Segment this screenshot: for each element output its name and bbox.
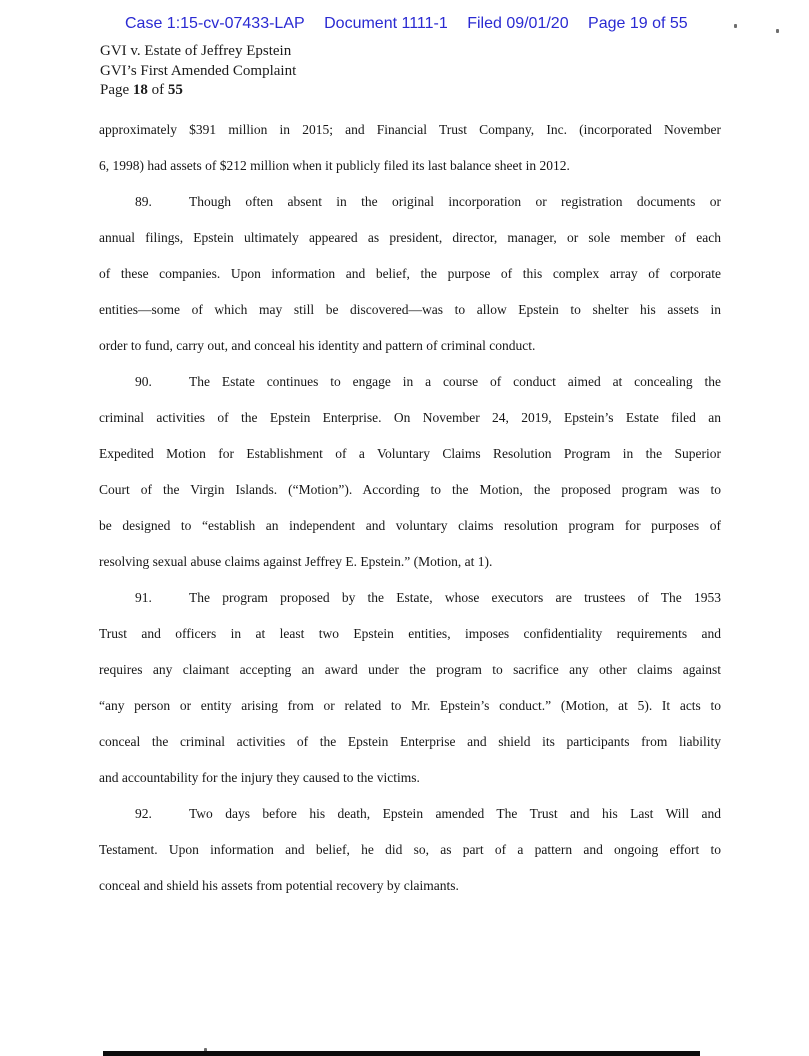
scan-speck <box>776 29 779 33</box>
paragraph-89-line: of these companies. Upon information and belief, the purpose of this complex array of corporate <box>99 266 721 281</box>
paragraph-89-line <box>99 184 721 220</box>
case-title: GVI v. Estate of Jeffrey Epstein <box>100 43 292 59</box>
stamp-page-number: Page 19 of 55 <box>588 15 688 32</box>
page-label: Page <box>100 82 133 98</box>
paragraph-89-text: Though often absent in the original incorporation or registration documents or <box>189 194 721 209</box>
pleading-body <box>99 112 721 904</box>
paragraph-92-line: Testament. Upon information and belief, he did so, as part of a pattern and ongoing effort to <box>99 842 721 857</box>
paragraph-89-line: order to fund, carry out, and conceal his identity and pattern of criminal conduct. <box>99 338 536 353</box>
paragraph-92-line <box>99 796 721 832</box>
page-indicator <box>100 81 296 101</box>
paragraph-88-line: 6, 1998) had assets of $212 million when it publicly filed its last balance sheet in 2012. <box>99 158 570 173</box>
page-total: 55 <box>167 82 183 98</box>
paragraph-90-line: resolving sexual abuse claims against Jeffrey E. Epstein.” (Motion, at 1). <box>99 554 493 569</box>
scan-edge-bar <box>103 1051 700 1056</box>
paragraph-91-number: 91. <box>135 590 152 605</box>
paragraph-92-text: Two days before his death, Epstein amended The Trust and his Last Will and <box>189 806 721 821</box>
court-filing-stamp <box>125 15 688 33</box>
document-header <box>100 42 296 101</box>
paragraph-91-text: The program proposed by the Estate, whose executors are trustees of The 1953 <box>189 590 721 605</box>
scan-speck <box>734 24 737 28</box>
paragraph-92-line: conceal and shield his assets from potential recovery by claimants. <box>99 878 459 893</box>
paragraph-90-line <box>99 364 721 400</box>
paragraph-89-line: entities—some of which may still be discovered—was to allow Epstein to shelter his assets in <box>99 302 721 317</box>
stamp-document-number: Document 1111-1 <box>324 15 448 32</box>
paragraph-91-line: “any person or entity arising from or related to Mr. Epstein’s conduct.” (Motion, at 5). It acts to <box>99 698 721 713</box>
paragraph-88-line: approximately $391 million in 2015; and Financial Trust Company, Inc. (incorporated November <box>99 122 721 137</box>
paragraph-90-line: criminal activities of the Epstein Enterprise. On November 24, 2019, Epstein’s Estate filed an <box>99 410 721 425</box>
paragraph-90-text: The Estate continues to engage in a course of conduct aimed at concealing the <box>189 374 721 389</box>
paragraph-92-number: 92. <box>135 806 152 821</box>
paragraph-91-line: conceal the criminal activities of the Epstein Enterprise and shield its participants from liability <box>99 734 721 749</box>
paragraph-91-line: requires any claimant accepting an award under the program to sacrifice any other claims against <box>99 662 721 677</box>
paragraph-89-number: 89. <box>135 194 152 209</box>
paragraph-91-line <box>99 580 721 616</box>
page-of-label: of <box>147 82 168 98</box>
paragraph-90-line: Expedited Motion for Establishment of a Voluntary Claims Resolution Program in the Superior <box>99 446 721 461</box>
paragraph-89-line: annual filings, Epstein ultimately appeared as president, director, manager, or sole member of each <box>99 230 721 245</box>
document-title: GVI’s First Amended Complaint <box>100 62 297 79</box>
paragraph-90-number: 90. <box>135 374 152 389</box>
paragraph-90-line: be designed to “establish an independent and voluntary claims resolution program for purposes of <box>99 518 721 533</box>
paragraph-91-line: and accountability for the injury they caused to the victims. <box>99 770 420 785</box>
stamp-case-number: Case 1:15-cv-07433-LAP <box>125 15 305 32</box>
page-number: 18 <box>132 82 148 98</box>
stamp-filed-date: Filed 09/01/20 <box>467 15 569 32</box>
paragraph-90-line: Court of the Virgin Islands. (“Motion”). According to the Motion, the proposed program was to <box>99 482 721 497</box>
paragraph-91-line: Trust and officers in at least two Epstein entities, imposes confidentiality requirements and <box>99 626 721 641</box>
